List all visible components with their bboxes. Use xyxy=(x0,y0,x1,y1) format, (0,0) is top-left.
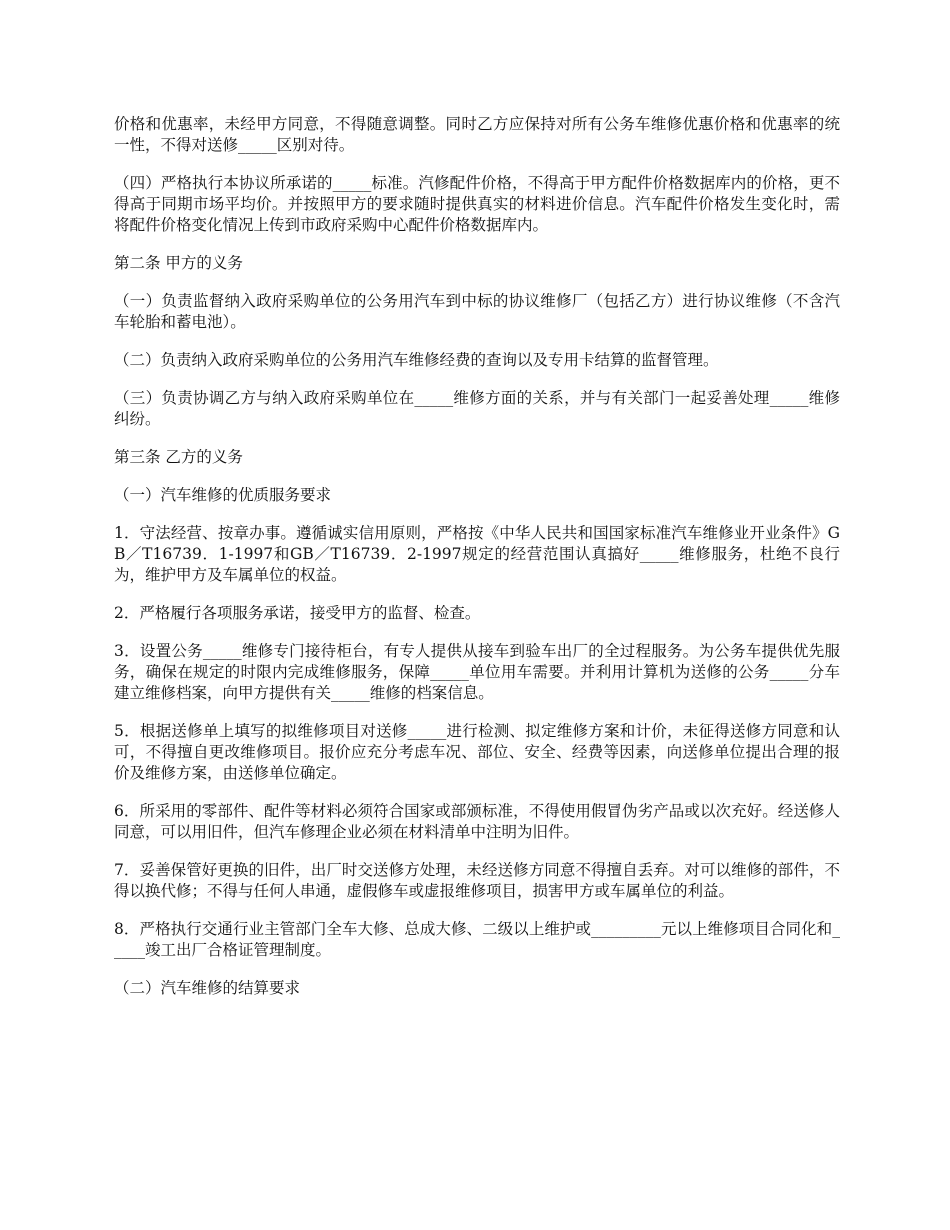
paragraph-item-7: 7．妥善保管好更换的旧件，出厂时交送修方处理，未经送修方同意不得擅自丢弃。对可以维修的部件，不得以换代修；不得与任何人串通，虚假修车或虚报维修项目，损害甲方或车属单位的利益。 xyxy=(114,861,840,900)
paragraph-party-a-item-3: （三）负责协调乙方与纳入政府采购单位在_____维修方面的关系，并与有关部门一起妥善处理_____维修纠纷。 xyxy=(114,389,840,428)
paragraph-item-6: 6．所采用的零部件、配件等材料必须符合国家或部颁标准，不得使用假冒伪劣产品或以次充好。经送修人同意，可以用旧件，但汽车修理企业必须在材料清单中注明为旧件。 xyxy=(114,802,840,841)
paragraph-item-5: 5．根据送修单上填写的拟维修项目对送修_____进行检测、拟定维修方案和计价，未征得送修方同意和认可，不得擅自更改维修项目。报价应充分考虑车况、部位、安全、经费等因素，向送修单位提出合理的报价及维修方案，由送修单位确定。 xyxy=(114,722,840,782)
paragraph-party-a-item-1: （一）负责监督纳入政府采购单位的公务用汽车到中标的协议维修厂（包括乙方）进行协议维修（不含汽车轮胎和蓄电池）。 xyxy=(114,292,840,331)
section-heading-party-b-obligations: 第三条 乙方的义务 xyxy=(114,448,243,466)
paragraph-party-a-item-2: （二）负责纳入政府采购单位的公务用汽车维修经费的查询以及专用卡结算的监督管理。 xyxy=(114,351,719,369)
paragraph-parts-price-standard: （四）严格执行本协议所承诺的_____标准。汽修配件价格，不得高于甲方配件价格数据库内的价格，更不得高于同期市场平均价。并按照甲方的要求随时提供真实的材料进价信息。汽车配件价格发生变化时，需将配件价格变化情况上传到市政府采购中心配件价格数据库内。 xyxy=(114,174,840,234)
paragraph-item-3: 3．设置公务_____维修专门接待柜台，有专人提供从接车到验车出厂的全过程服务。为公务车提供优先服务，确保在规定的时限内完成维修服务，保障_____单位用车需要。并利用计算机为送修的公务_____分车建立维修档案，向甲方提供有关_____维修的档案信息。 xyxy=(114,642,840,702)
subheading-settlement-requirements: （二）汽车维修的结算要求 xyxy=(114,979,301,997)
paragraph-item-2: 2．严格履行各项服务承诺，接受甲方的监督、检查。 xyxy=(114,604,481,622)
subheading-service-requirements: （一）汽车维修的优质服务要求 xyxy=(114,486,332,504)
paragraph-item-8: 8．严格执行交通行业主管部门全车大修、总成大修、二级以上维护或_________元以上维修项目合同化和_____竣工出厂合格证管理制度。 xyxy=(114,920,840,959)
document-body xyxy=(114,114,840,1016)
paragraph-item-1: 1．守法经营、按章办事。遵循诚实信用原则，严格按《中华人民共和国国家标准汽车维修业开业条件》GB／T16739．1-1997和GB／T16739．2-1997规定的经营范围认真搞好_____维修服务，杜绝不良行为，维护甲方及车属单位的权益。 xyxy=(114,524,840,584)
section-heading-party-a-obligations: 第二条 甲方的义务 xyxy=(114,254,243,272)
paragraph-pricing-uniformity: 价格和优惠率，未经甲方同意，不得随意调整。同时乙方应保持对所有公务车维修优惠价格和优惠率的统一性，不得对送修_____区别对待。 xyxy=(114,115,840,154)
